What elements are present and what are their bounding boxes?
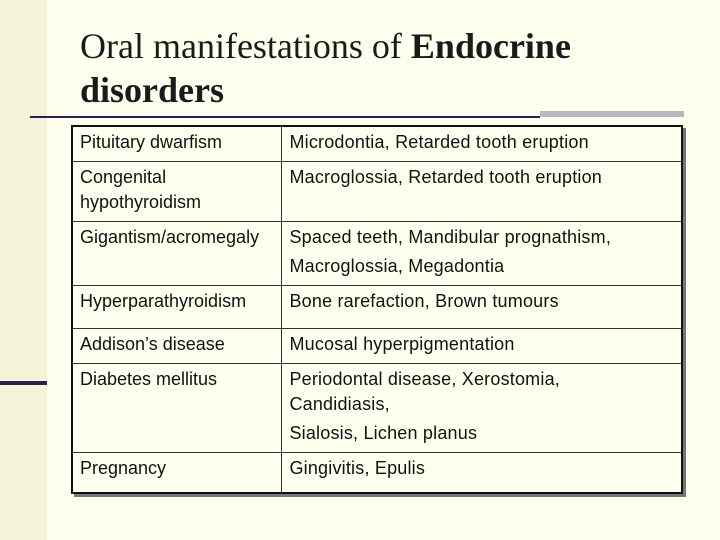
title-underline-accent	[540, 111, 684, 117]
condition-text: Pregnancy	[80, 458, 167, 478]
manifestation-text: Bone rarefaction, Brown tumours	[289, 291, 559, 311]
condition-text: Gigantism/acromegaly	[80, 227, 260, 247]
manifestation-text: Sialosis, Lichen planus	[289, 423, 478, 443]
condition-cell	[72, 162, 282, 222]
manifestation-text: Periodontal disease, Xerostomia, Candidiasis,	[289, 369, 560, 414]
condition-cell	[72, 453, 282, 494]
condition-cell	[72, 126, 282, 162]
condition-cell	[72, 286, 282, 329]
condition-text: Pituitary dwarfism	[80, 132, 223, 152]
condition-text: Diabetes mellitus	[80, 369, 218, 389]
slide-title	[80, 24, 700, 112]
manifestation-text: Mucosal hyperpigmentation	[289, 334, 515, 354]
condition-text: Addison’s disease	[80, 334, 225, 354]
manifestation-cell	[282, 364, 682, 453]
manifestation-cell	[282, 126, 682, 162]
left-accent-bar	[0, 381, 47, 385]
title-plain: Oral manifestations of	[80, 26, 411, 66]
title-bold-endocrine: Endocrine	[410, 26, 571, 66]
table-row	[72, 364, 682, 453]
table-row	[72, 126, 682, 162]
manifestation-text: Macroglossia, Retarded tooth eruption	[289, 167, 603, 187]
title-underline	[30, 116, 540, 118]
condition-text: Hyperparathyroidism	[80, 291, 247, 311]
condition-cell	[72, 222, 282, 286]
table-row	[72, 329, 682, 364]
manifestation-cell	[282, 286, 682, 329]
table-row	[72, 453, 682, 494]
table-row	[72, 222, 682, 286]
manifestation-text: Microdontia, Retarded tooth eruption	[289, 132, 589, 152]
manifestation-text: Spaced teeth, Mandibular prognathism,	[289, 227, 612, 247]
condition-text: Congenital hypothyroidism	[80, 167, 202, 212]
table-row	[72, 286, 682, 329]
manifestation-text: Gingivitis, Epulis	[289, 458, 426, 478]
left-decorative-band	[0, 0, 47, 540]
condition-cell	[72, 364, 282, 453]
title-bold-disorders: disorders	[80, 70, 224, 110]
table-row	[72, 162, 682, 222]
manifestation-cell	[282, 162, 682, 222]
condition-cell	[72, 329, 282, 364]
manifestation-cell	[282, 329, 682, 364]
manifestation-cell	[282, 222, 682, 286]
manifestation-cell	[282, 453, 682, 494]
endocrine-oral-manifestations-table	[71, 125, 683, 494]
manifestation-text: Macroglossia, Megadontia	[289, 256, 505, 276]
